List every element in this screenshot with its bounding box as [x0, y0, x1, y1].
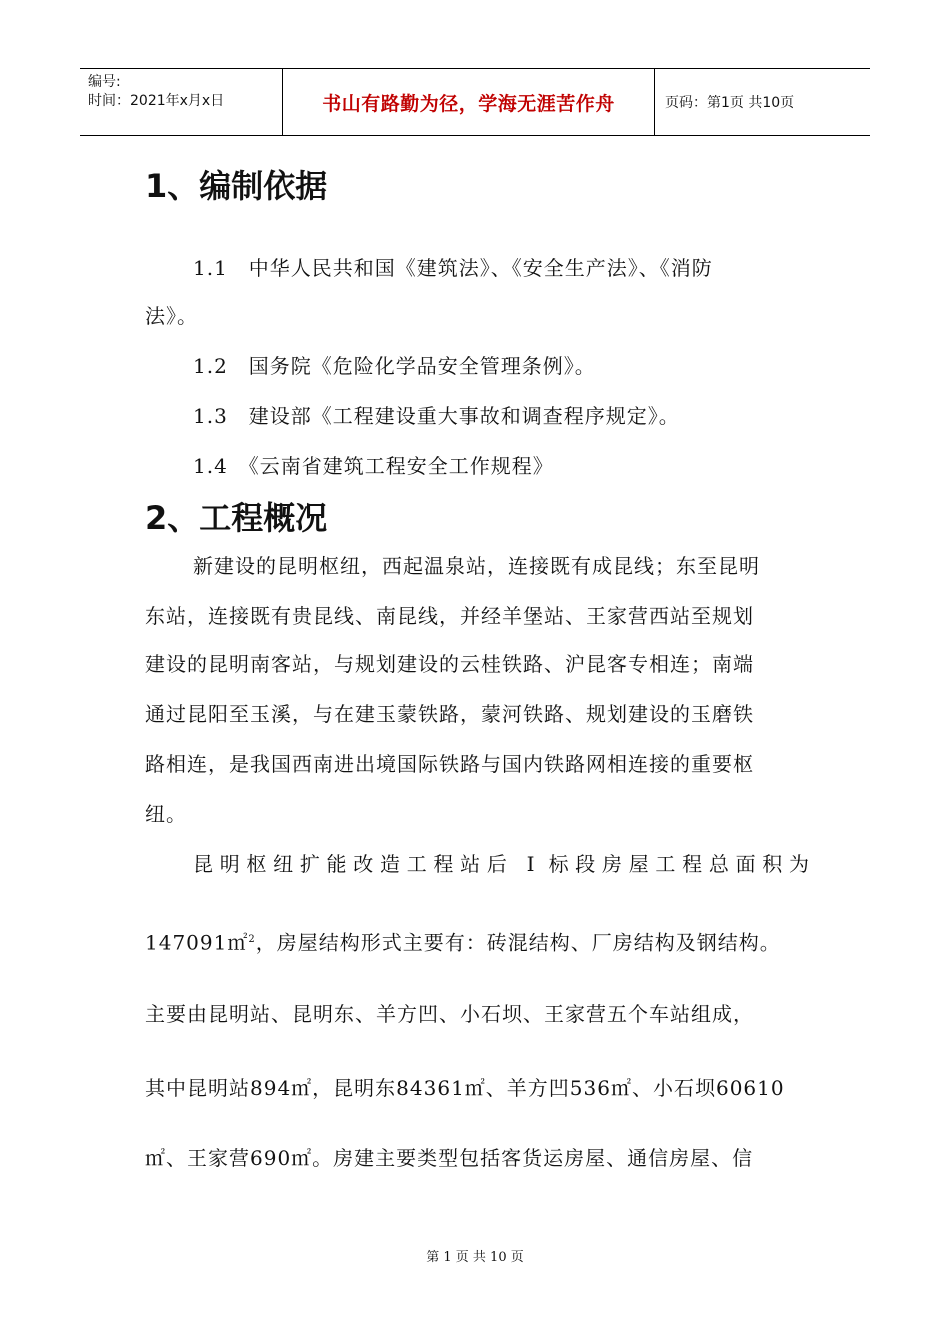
- s2-para2-line-4: 其中昆明站894㎡，昆明东84361㎡、羊方凹536㎡、小石坝60610: [145, 1076, 785, 1100]
- structure-types: ，房屋结构形式主要有：砖混结构、厂房结构及钢结构。: [255, 930, 781, 955]
- s2-para1-line-3: 建设的昆明南客站，与规划建设的云桂铁路、沪昆客专相连；南端: [145, 652, 754, 676]
- header-motto: 书山有路勤为径，学海无涯苦作舟: [283, 69, 655, 135]
- s1-item-3: 1.3 建设部《工程建设重大事故和调查程序规定》。: [193, 404, 680, 428]
- area-total: 147091㎡: [145, 930, 249, 955]
- page-footer: 第 1 页 共 10 页: [426, 1250, 524, 1265]
- section-1-title: 1、编制依据: [145, 167, 328, 205]
- s1-item-1: 1.1 中华人民共和国《建筑法》、《安全生产法》、《消防: [193, 256, 713, 280]
- s2-para1-line-5: 路相连，是我国西南进出境国际铁路与国内铁路网相连接的重要枢: [145, 752, 754, 776]
- s2-para1-line-4: 通过昆阳至玉溪，与在建玉蒙铁路，蒙河铁路、规划建设的玉磨铁: [145, 702, 754, 726]
- s2-para1-line-2: 东站，连接既有贵昆线、南昆线，并经羊堡站、王家营西站至规划: [145, 604, 754, 628]
- s1-item-4: 1.4 《云南省建筑工程安全工作规程》: [193, 454, 554, 478]
- s2-para1-line-1: 新建设的昆明枢纽，西起温泉站，连接既有成昆线；东至昆明: [193, 554, 760, 578]
- s2-para2-line-2: [145, 916, 810, 967]
- header-page-info: 页码：第1页 共10页: [665, 95, 795, 111]
- s2-para2-line-1: 昆明枢纽扩能改造工程站后 I 标段房屋工程总面积为: [193, 852, 810, 876]
- s2-para1-line-6: 纽。: [145, 802, 187, 826]
- section-2-title: 2、工程概况: [145, 499, 328, 537]
- area-superscript: 2: [248, 934, 256, 945]
- header-meta: [80, 69, 283, 135]
- s1-item-2: 1.2 国务院《危险化学品安全管理条例》。: [193, 354, 596, 378]
- page-header: [80, 68, 870, 136]
- s2-para2-line-3: 主要由昆明站、昆明东、羊方凹、小石坝、王家营五个车站组成，: [145, 1002, 754, 1026]
- s2-para2-line-5: ㎡、王家营690㎡。房建主要类型包括客货运房屋、通信房屋、信: [145, 1146, 754, 1170]
- s1-item-1-cont: 法》。: [145, 304, 198, 328]
- doc-time-label: 时间：2021年x月x日: [88, 93, 225, 109]
- doc-number-label: 编号:: [88, 74, 121, 90]
